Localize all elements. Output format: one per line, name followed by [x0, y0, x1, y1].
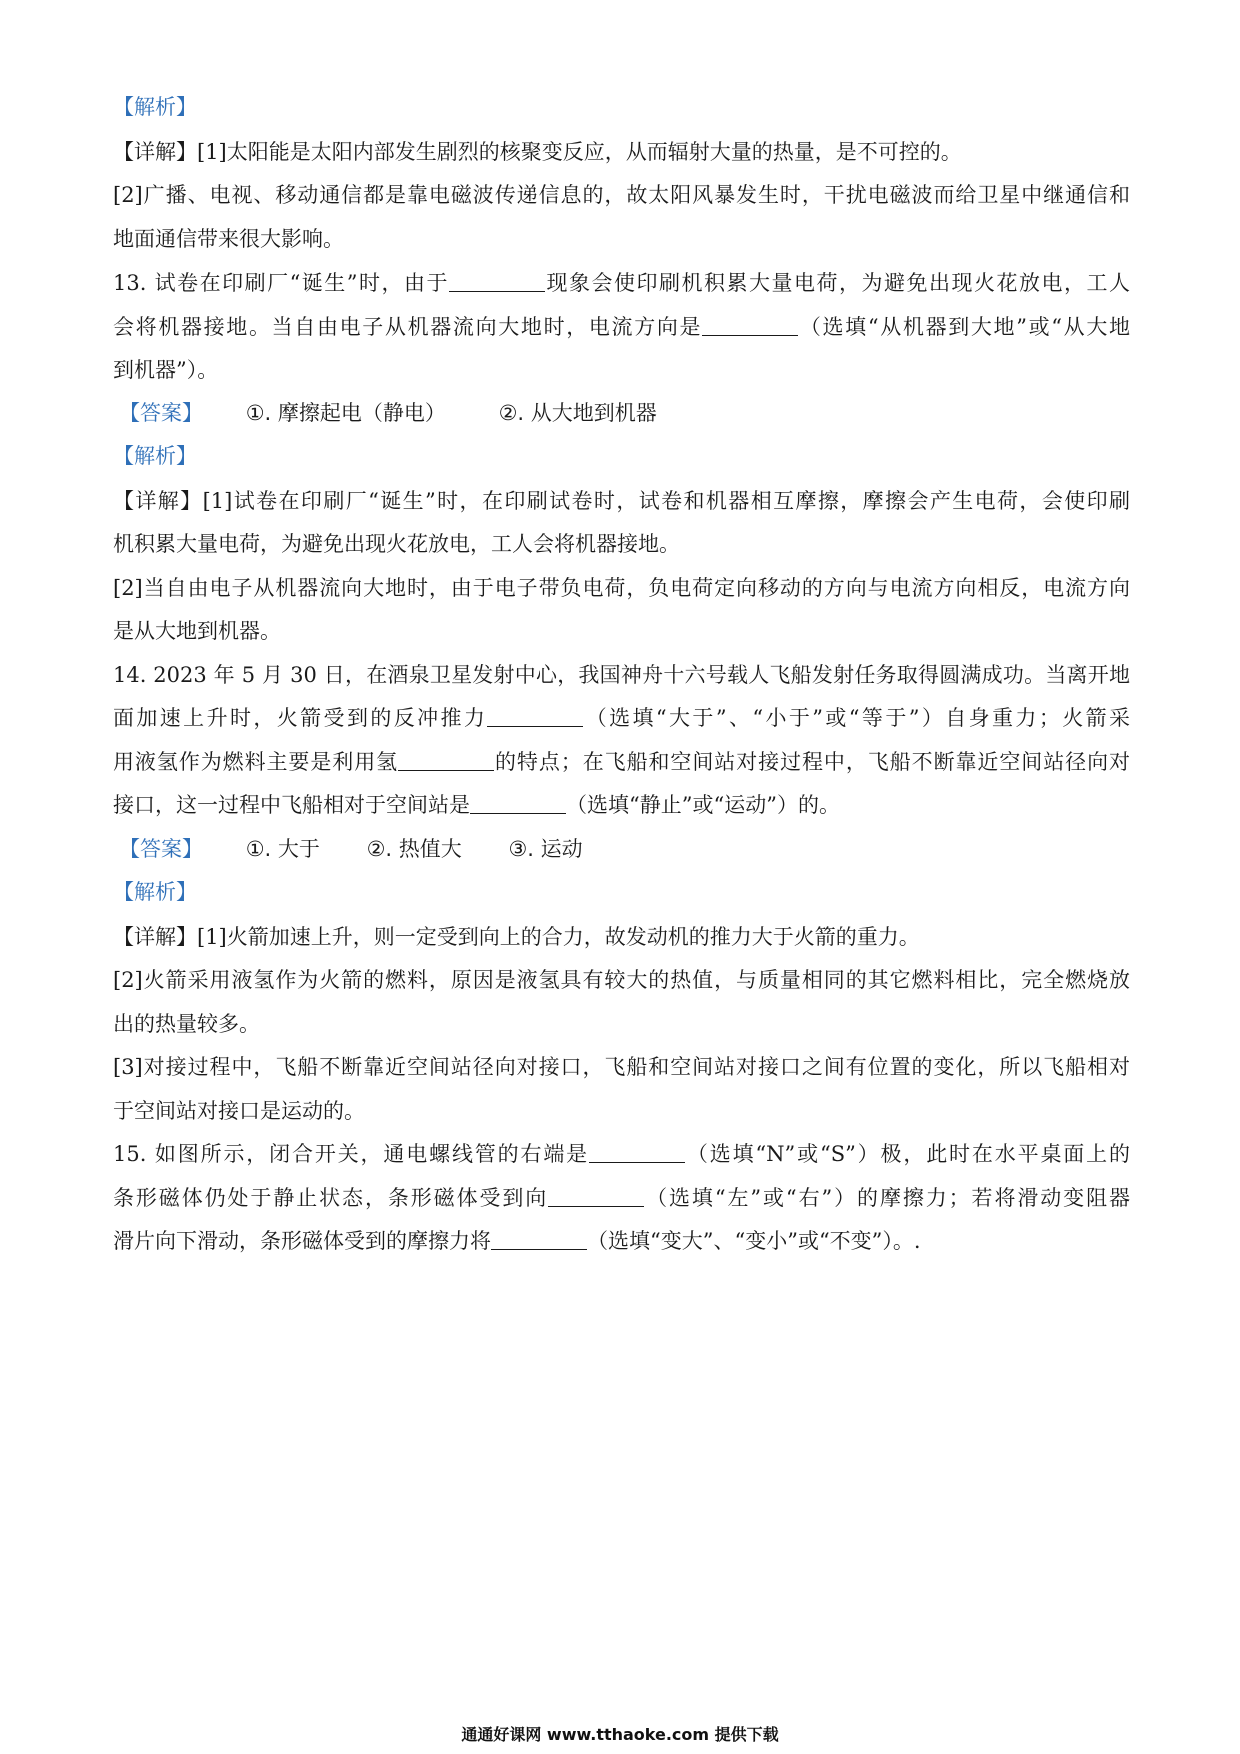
answer-label: 【答案】	[119, 401, 203, 425]
jiexi-heading-q12	[113, 92, 1130, 122]
q12-detail-2b: 地面通信带来很大影响。	[113, 227, 344, 251]
jiexi-heading-q14: 【解析】	[113, 880, 197, 904]
q13-answer-1: ①. 摩擦起电（静电）	[245, 401, 446, 425]
q14-stem-line-4: 接口，这一过程中飞船相对于空间站是 （选填“静止”或“运动”）的。	[113, 793, 840, 817]
answer-blank	[548, 1186, 644, 1207]
detail-label: 【详解】	[113, 140, 197, 164]
q13-detail-1b: 机积累大量电荷，为避免出现火花放电，工人会将机器接地。	[113, 532, 680, 556]
q13-stem-line-2: 会将机器接地。当自由电子从机器流向大地时，电流方向是 （选填“从机器到大地”或“从大地	[113, 315, 1130, 339]
q13-answer-2: ②. 从大地到机器	[498, 401, 657, 425]
q14-detail-2b: 出的热量较多。	[113, 1012, 260, 1036]
answer-blank	[589, 1142, 685, 1163]
page-footer: 通通好课网 www.tthaoke.com 提供下载	[461, 1725, 779, 1744]
q14-stem-line-2: 面加速上升时，火箭受到的反冲推力 （选填“大于”、“小于”或“等于”）自身重力；火箭采	[113, 706, 1131, 730]
q15-stem-line-2: 条形磁体仍处于静止状态，条形磁体受到向 （选填“左”或“右”）的摩擦力；若将滑动变阻器	[113, 1186, 1130, 1210]
q14-detail-3b: 于空间站对接口是运动的。	[113, 1099, 365, 1123]
jiexi-heading-q13: 【解析】	[113, 444, 197, 468]
q13-answer-row	[113, 398, 1130, 428]
q14-stem-line-1: 14. 2023 年 5 月 30 日，在酒泉卫星发射中心，我国神舟十六号载人飞船发射任务取得圆满成功。当离开地	[113, 663, 1130, 687]
q15-stem-line-1: 15. 如图所示，闭合开关，通电螺线管的右端是 （选填“N”或“S”）极，此时在水平桌面上的	[113, 1142, 1130, 1166]
q14-answer-row: 【答案】 ①. 大于 ②. 热值大 ③. 运动	[113, 834, 1130, 864]
answer-blank	[398, 750, 494, 771]
q13-stem-line-3: 到机器”）。	[113, 358, 219, 382]
answer-blank	[449, 271, 545, 292]
q14-detail-1: 【详解】[1]火箭加速上升，则一定受到向上的合力，故发动机的推力大于火箭的重力。	[113, 925, 920, 949]
answer-blank	[470, 793, 566, 814]
q12-detail-1: 【详解】[1]太阳能是太阳内部发生剧烈的核聚变反应，从而辐射大量的热量，是不可控的。	[113, 140, 962, 164]
jiexi-label: 【解析】	[113, 95, 197, 119]
q14-answer-1: ①. 大于	[245, 837, 320, 861]
q14-answer-2: ②. 热值大	[366, 837, 462, 861]
q14-answer-3: ③. 运动	[508, 837, 583, 861]
q14-detail-2a: [2]火箭采用液氢作为火箭的燃料，原因是液氢具有较大的热值，与质量相同的其它燃料相比，完全燃烧放	[113, 968, 1130, 992]
answer-blank	[702, 315, 798, 336]
q13-detail-2a: [2]当自由电子从机器流向大地时，由于电子带负电荷，负电荷定向移动的方向与电流方向相反，电流方向	[113, 576, 1130, 600]
q13-stem-line-1: 13. 试卷在印刷厂“诞生”时，由于 现象会使印刷机积累大量电荷，为避免出现火花放电，工人	[113, 271, 1130, 295]
q14-stem-line-3: 用液氢作为燃料主要是利用氢 的特点；在飞船和空间站对接过程中，飞船不断靠近空间站径向对	[113, 750, 1131, 774]
q13-detail-2b: 是从大地到机器。	[113, 619, 281, 643]
q12-detail-2a: [2]广播、电视、移动通信都是靠电磁波传递信息的，故太阳风暴发生时，干扰电磁波而给卫星中继通信和	[113, 183, 1130, 207]
answer-blank	[487, 706, 583, 727]
q13-detail-1a: 【详解】[1]试卷在印刷厂“诞生”时，在印刷试卷时，试卷和机器相互摩擦，摩擦会产生电荷，会使印刷	[113, 489, 1131, 513]
answer-blank	[491, 1229, 587, 1250]
q14-detail-3a: [3]对接过程中，飞船不断靠近空间站径向对接口，飞船和空间站对接口之间有位置的变化，所以飞船相对	[113, 1055, 1130, 1079]
q15-stem-line-3: 滑片向下滑动，条形磁体受到的摩擦力将 （选填“变大”、“变小”或“不变”）。.	[113, 1229, 921, 1253]
